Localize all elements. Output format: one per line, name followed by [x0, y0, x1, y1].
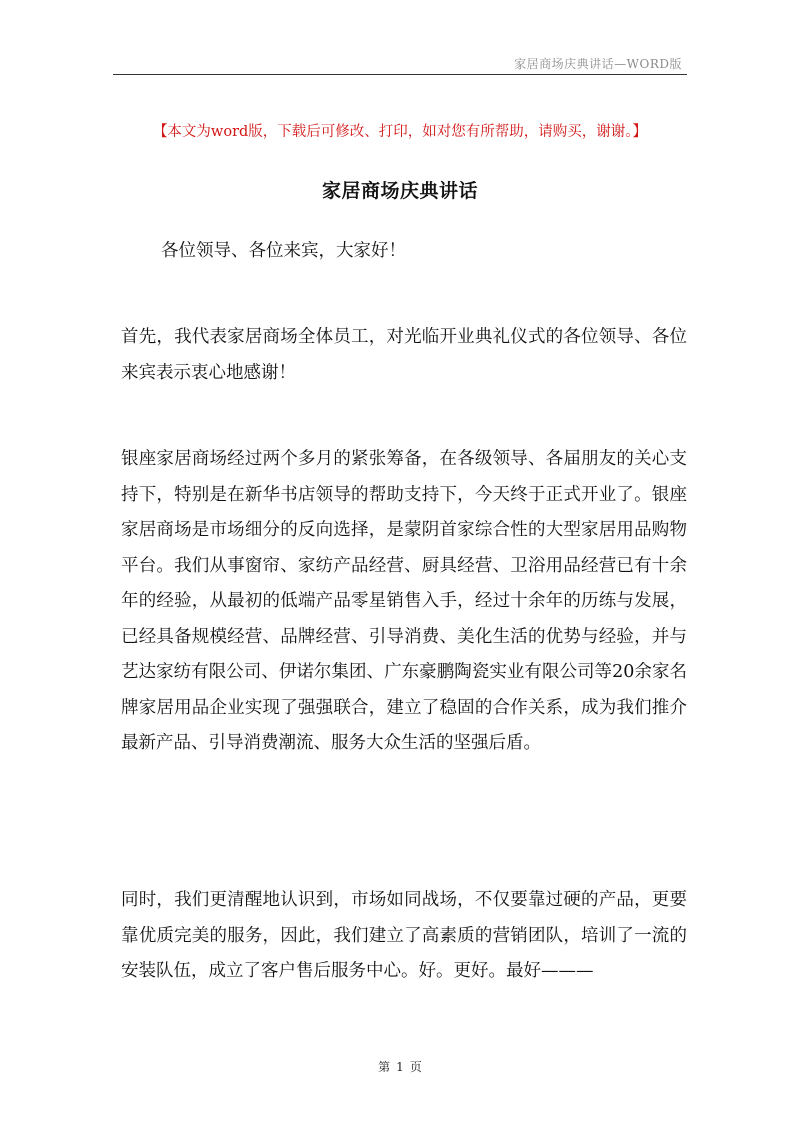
paragraph-2: 银座家居商场经过两个多月的紧张筹备，在各级领导、各届朋友的关心支持下，特别是在新华书店领导的帮助支持下，今天终于正式开业了。银座家居商场是市场细分的反向选择，是蒙阴首家综合性的大型家居用品购物平台。我们从事窗帘、家纺产品经营、厨具经营、卫浴用品经营已有十余年的经验，从最初的低端产品零星销售入手，经过十余年的历练与发展，已经具备规模经营、品牌经营、引导消费、美化生活的优势与经验，并与艺达家纺有限公司、伊诺尔集团、广东豪鹏陶瓷实业有限公司等20余家名牌家居用品企业实现了强强联合，建立了稳固的合作关系，成为我们推介最新产品、引导消费潮流、服务大众生活的坚强后盾。 [121, 449, 687, 753]
greeting-line: 各位领导、各位来宾，大家好！ [161, 241, 406, 261]
download-notice: 【本文为word版，下载后可修改、打印，如对您有所帮助，请购买，谢谢。】 [152, 124, 648, 140]
paragraph-1: 首先，我代表家居商场全体员工，对光临开业典礼仪式的各位领导、各位来宾表示衷心地感谢！ [121, 327, 687, 383]
page-footer [0, 1058, 800, 1075]
footer-suffix: 页 [409, 1060, 422, 1074]
running-header: 家居商场庆典讲话—WORD版 [514, 57, 682, 71]
paragraph-3: 同时，我们更清醒地认识到，市场如同战场，不仅要靠过硬的产品，更要靠优质完美的服务，因此，我们建立了高素质的营销团队，培训了一流的安装队伍，成立了客户售后服务中心。好。更好。最好——— [121, 890, 687, 981]
header-divider [113, 74, 687, 75]
page-number: 1 [396, 1060, 404, 1074]
footer-prefix: 第 [378, 1060, 391, 1074]
document-title: 家居商场庆典讲话 [321, 180, 478, 202]
